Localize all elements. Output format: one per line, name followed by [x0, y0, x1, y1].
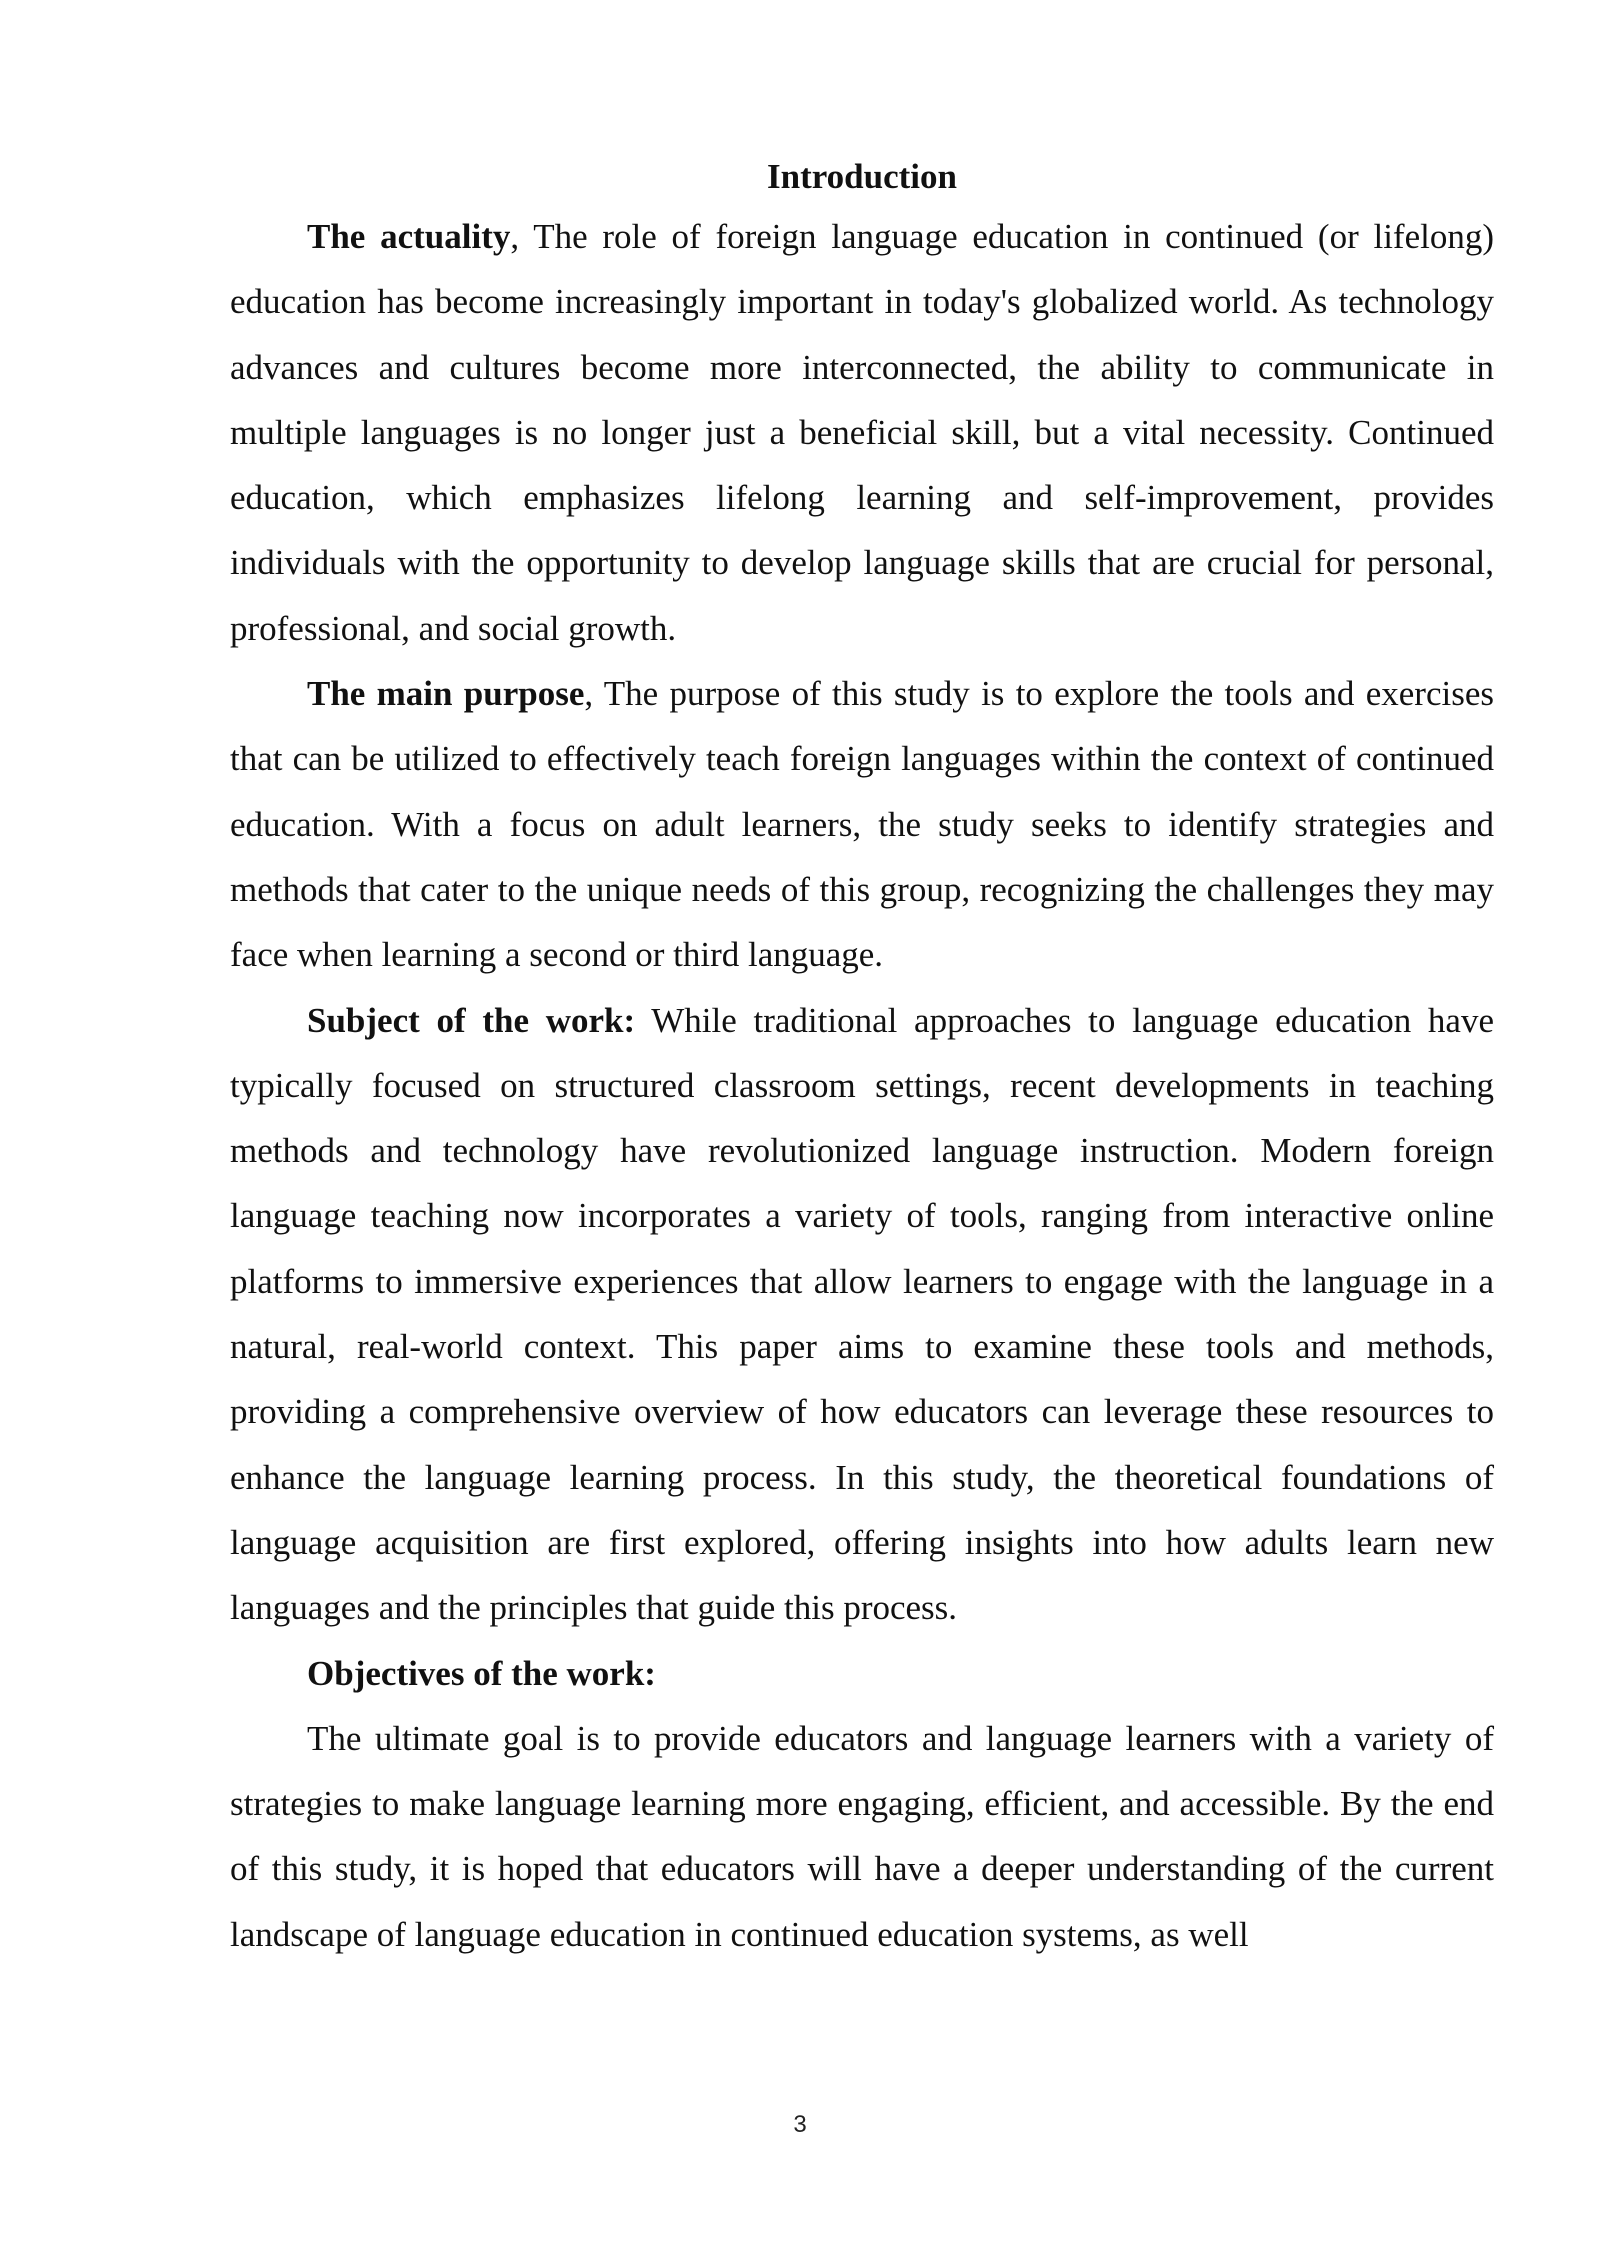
page-number: 3 — [793, 2111, 807, 2138]
paragraph-actuality — [230, 204, 1494, 661]
paragraph-text-purpose: , The purpose of this study is to explore the tools and exercises that can be utilized to effectively teach foreign languages within the context of continued education. With a focus on adult learners, the study seeks to identify strategies and methods that cater to the unique needs of this group, recognizing the challenges they may face when learning a second or third language. — [230, 674, 1494, 975]
paragraph-text-subject: While traditional approaches to language education have typically focused on structured classroom settings, recent developments in teaching methods and technology have revolutionized language instruction. Modern foreign language teaching now incorporates a variety of tools, ranging from interactive online platforms to immersive experiences that allow learners to engage with the language in a natural, real-world context. This paper aims to examine these tools and methods, providing a comprehensive overview of how educators can leverage these resources to enhance the language learning process. In this study, the theoretical foundations of language acquisition are first explored, offering insights into how adults learn new languages and the principles that guide this process. — [230, 1000, 1494, 1628]
paragraph-text-actuality: , The role of foreign language education in continued (or lifelong) education has become increasingly important in today's globalized world. As technology advances and cultures become more interconnected, the ability to communicate in multiple languages is no longer just a beneficial skill, but a vital necessity. Continued education, which emphasizes lifelong learning and self-improvement, provides individuals with the opportunity to develop language skills that are crucial for personal, professional, and social growth. — [230, 217, 1494, 648]
objectives-heading: Objectives of the work: — [307, 1653, 656, 1693]
paragraph-label-purpose: The main purpose — [307, 674, 585, 714]
page-content — [230, 150, 1494, 1967]
paragraph-text-objectives: The ultimate goal is to provide educators and language learners with a variety of strategies to make language learning more engaging, efficient, and accessible. By the end of this study, it is hoped that educators will have a deeper understanding of the current landscape of language education in continued education systems, as well — [230, 1718, 1494, 1954]
paragraph-label-actuality: The actuality — [307, 217, 511, 256]
paragraph-label-subject: Subject of the work: — [307, 1000, 636, 1040]
paragraph-objectives — [230, 1706, 1494, 1967]
section-heading: Introduction — [767, 157, 957, 196]
paragraph-purpose — [230, 661, 1494, 987]
paragraph-subject — [230, 988, 1494, 1641]
